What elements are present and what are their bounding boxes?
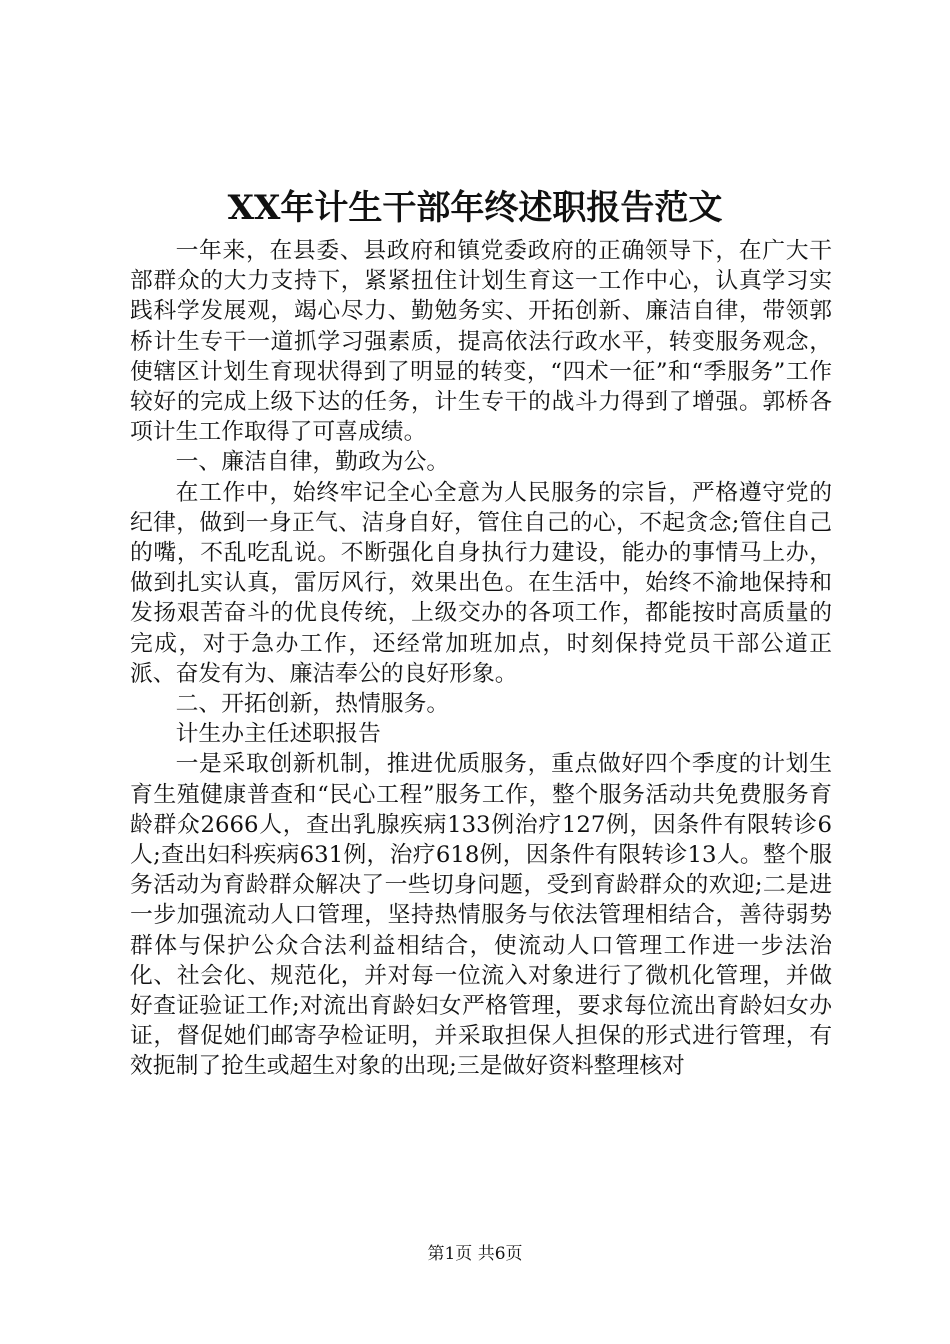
document-body [130, 236, 832, 1082]
paragraph-intro: 一年来，在县委、县政府和镇党委政府的正确领导下，在广大干部群众的大力支持下，紧紧扭住计划生育这一工作中心，认真学习实践科学发展观，竭心尽力、勤勉务实、开拓创新、廉洁自律，带领郭桥计生专干一道抓学习强素质，提高依法行政水平，转变服务观念，使辖区计划生育现状得到了明显的转变，“四术一征”和“季服务”工作较好的完成上级下达的任务，计生专干的战斗力得到了增强。郭桥各项计生工作取得了可喜成绩。 [130, 238, 832, 446]
page-footer: 第1页 共6页 [427, 1244, 523, 1264]
paragraph-subtitle: 计生办主任述职报告 [175, 721, 381, 748]
section-heading-1: 一、廉洁自律，勤政为公。 [175, 449, 450, 476]
paragraph-section-1: 在工作中，始终牢记全心全意为人民服务的宗旨，严格遵守党的纪律，做到一身正气、洁身自好，管住自己的心，不起贪念;管住自己的嘴，不乱吃乱说。不断强化自身执行力建设，能办的事情马上办，做到扎实认真，雷厉风行，效果出色。在生活中，始终不渝地保持和发扬艰苦奋斗的优良传统，上级交办的各项工作，都能按时高质量的完成，对于急办工作，还经常加班加点，时刻保持党员干部公道正派、奋发有为、廉洁奉公的良好形象。 [130, 479, 832, 687]
section-heading-2: 二、开拓创新，热情服务。 [175, 691, 450, 718]
document-title: XX年计生干部年终述职报告范文 [227, 188, 723, 228]
paragraph-section-2: 一是采取创新机制，推进优质服务，重点做好四个季度的计划生育生殖健康普查和“民心工程”服务工作，整个服务活动共免费服务育龄群众2666人，查出乳腺疾病133例治疗127例，因条件有限转诊6人;查出妇科疾病631例，治疗618例，因条件有限转诊13人。整个服务活动为育龄群众解决了一些切身问题，受到育龄群众的欢迎;二是进一步加强流动人口管理，坚持热情服务与依法管理相结合，善待弱势群体与保护公众合法利益相结合，使流动人口管理工作进一步法治化、社会化、规范化，并对每一位流入对象进行了微机化管理，并做好查证验证工作;对流出育龄妇女严格管理，要求每位流出育龄妇女办证，督促她们邮寄孕检证明，并采取担保人担保的形式进行管理，有效扼制了抢生或超生对象的出现;三是做好资料整理核对 [130, 751, 832, 1080]
